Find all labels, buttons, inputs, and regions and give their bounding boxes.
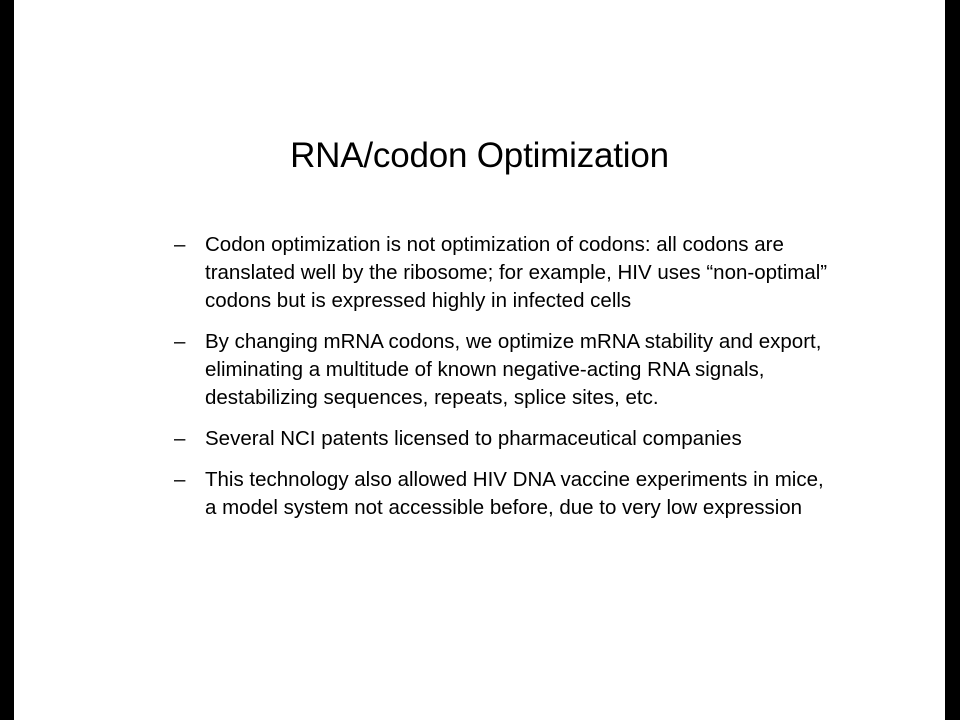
- bullet-dash: –: [174, 427, 186, 450]
- bullet-text: This technology also allowed HIV DNA vaccine experiments in mice, a model system not accessible before, due to very low expression: [205, 468, 824, 519]
- bullet-item: [174, 425, 834, 453]
- slide: [14, 0, 945, 720]
- bullet-list: [174, 231, 834, 535]
- bullet-item: [174, 231, 834, 315]
- bullet-text: Codon optimization is not optimization of codons: all codons are translated well by the ribosome; for example, HIV uses “non-optimal” codons but is expressed highly in infected cells: [205, 233, 828, 312]
- bullet-dash: –: [174, 330, 186, 353]
- bullet-item: [174, 466, 834, 522]
- bullet-dash: –: [174, 233, 186, 256]
- slide-title: RNA/codon Optimization: [290, 136, 669, 175]
- bullet-text: By changing mRNA codons, we optimize mRNA stability and export, eliminating a multitude of known negative-acting RNA signals, destabilizing sequences, repeats, splice sites, etc.: [205, 330, 822, 409]
- bullet-item: [174, 328, 834, 412]
- bullet-text: Several NCI patents licensed to pharmaceutical companies: [205, 427, 742, 450]
- bullet-dash: –: [174, 468, 186, 491]
